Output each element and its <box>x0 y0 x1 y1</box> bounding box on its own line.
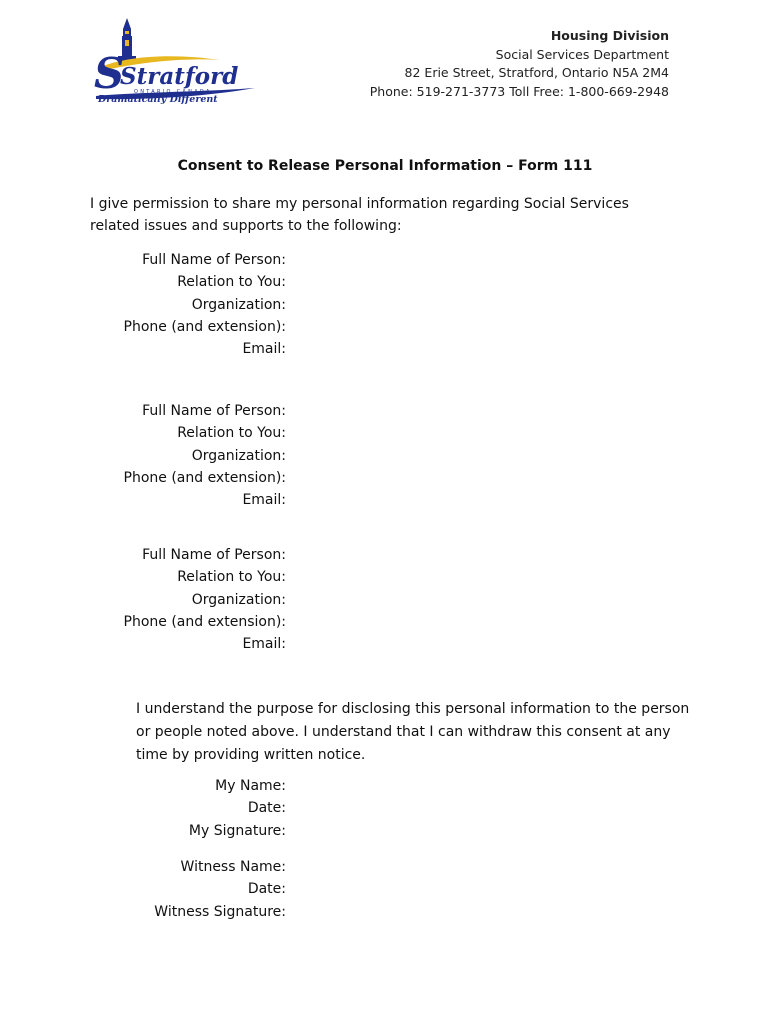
date-label: Date: <box>247 800 286 817</box>
phone-label: Phone (and extension): <box>123 318 286 335</box>
form-title: Consent to Release Personal Information – Form 111 <box>177 158 593 174</box>
relation-label: Relation to You: <box>177 274 286 291</box>
phone-label: Phone (and extension): <box>123 469 286 486</box>
my-name-label: My Name: <box>215 778 286 794</box>
organization-label: Organization: <box>191 591 286 608</box>
full-name-label: Full Name of Person: <box>142 252 286 268</box>
full-name-label: Full Name of Person: <box>142 403 286 419</box>
stratford-logo <box>90 14 260 104</box>
letterhead <box>370 27 669 101</box>
svg-text:S: S <box>94 49 125 98</box>
witness-block <box>154 856 286 923</box>
my-signature-label: My Signature: <box>188 822 286 839</box>
witness-signature-label: Witness Signature: <box>154 903 286 920</box>
signer-block <box>189 775 286 842</box>
intro-paragraph: I give permission to share my personal information regarding Social Services related issues and supports to the following: <box>90 196 629 234</box>
division-name: Housing Division <box>550 28 669 43</box>
svg-text:Dramatically Different: Dramatically Different <box>98 94 218 104</box>
svg-text:ONTARIO CANADA: ONTARIO CANADA <box>134 89 212 95</box>
department-name: Social Services Department <box>495 46 669 62</box>
witness-date-label: Date: <box>247 881 286 898</box>
phone-label: Phone (and extension): <box>123 613 286 630</box>
contact-group-3 <box>124 544 287 655</box>
full-name-label: Full Name of Person: <box>142 547 286 563</box>
email-label: Email: <box>242 636 286 653</box>
contact-group-1 <box>124 249 287 360</box>
phone-line: Phone: 519-271-3773 Toll Free: 1-800-669-2948 <box>369 83 669 99</box>
organization-label: Organization: <box>191 447 286 464</box>
consent-statement: I understand the purpose for disclosing this personal information to the person or people noted above. I understand that I can withdraw this consent at any time by providing written notice. <box>136 701 690 763</box>
relation-label: Relation to You: <box>177 425 286 442</box>
email-label: Email: <box>242 492 286 509</box>
witness-name-label: Witness Name: <box>180 859 286 875</box>
svg-text:Stratford: Stratford <box>120 63 239 90</box>
address: 82 Erie Street, Stratford, Ontario N5A 2M4 <box>404 65 669 80</box>
organization-label: Organization: <box>191 296 286 313</box>
email-label: Email: <box>242 341 286 358</box>
contact-group-2 <box>124 400 287 511</box>
relation-label: Relation to You: <box>177 569 286 586</box>
